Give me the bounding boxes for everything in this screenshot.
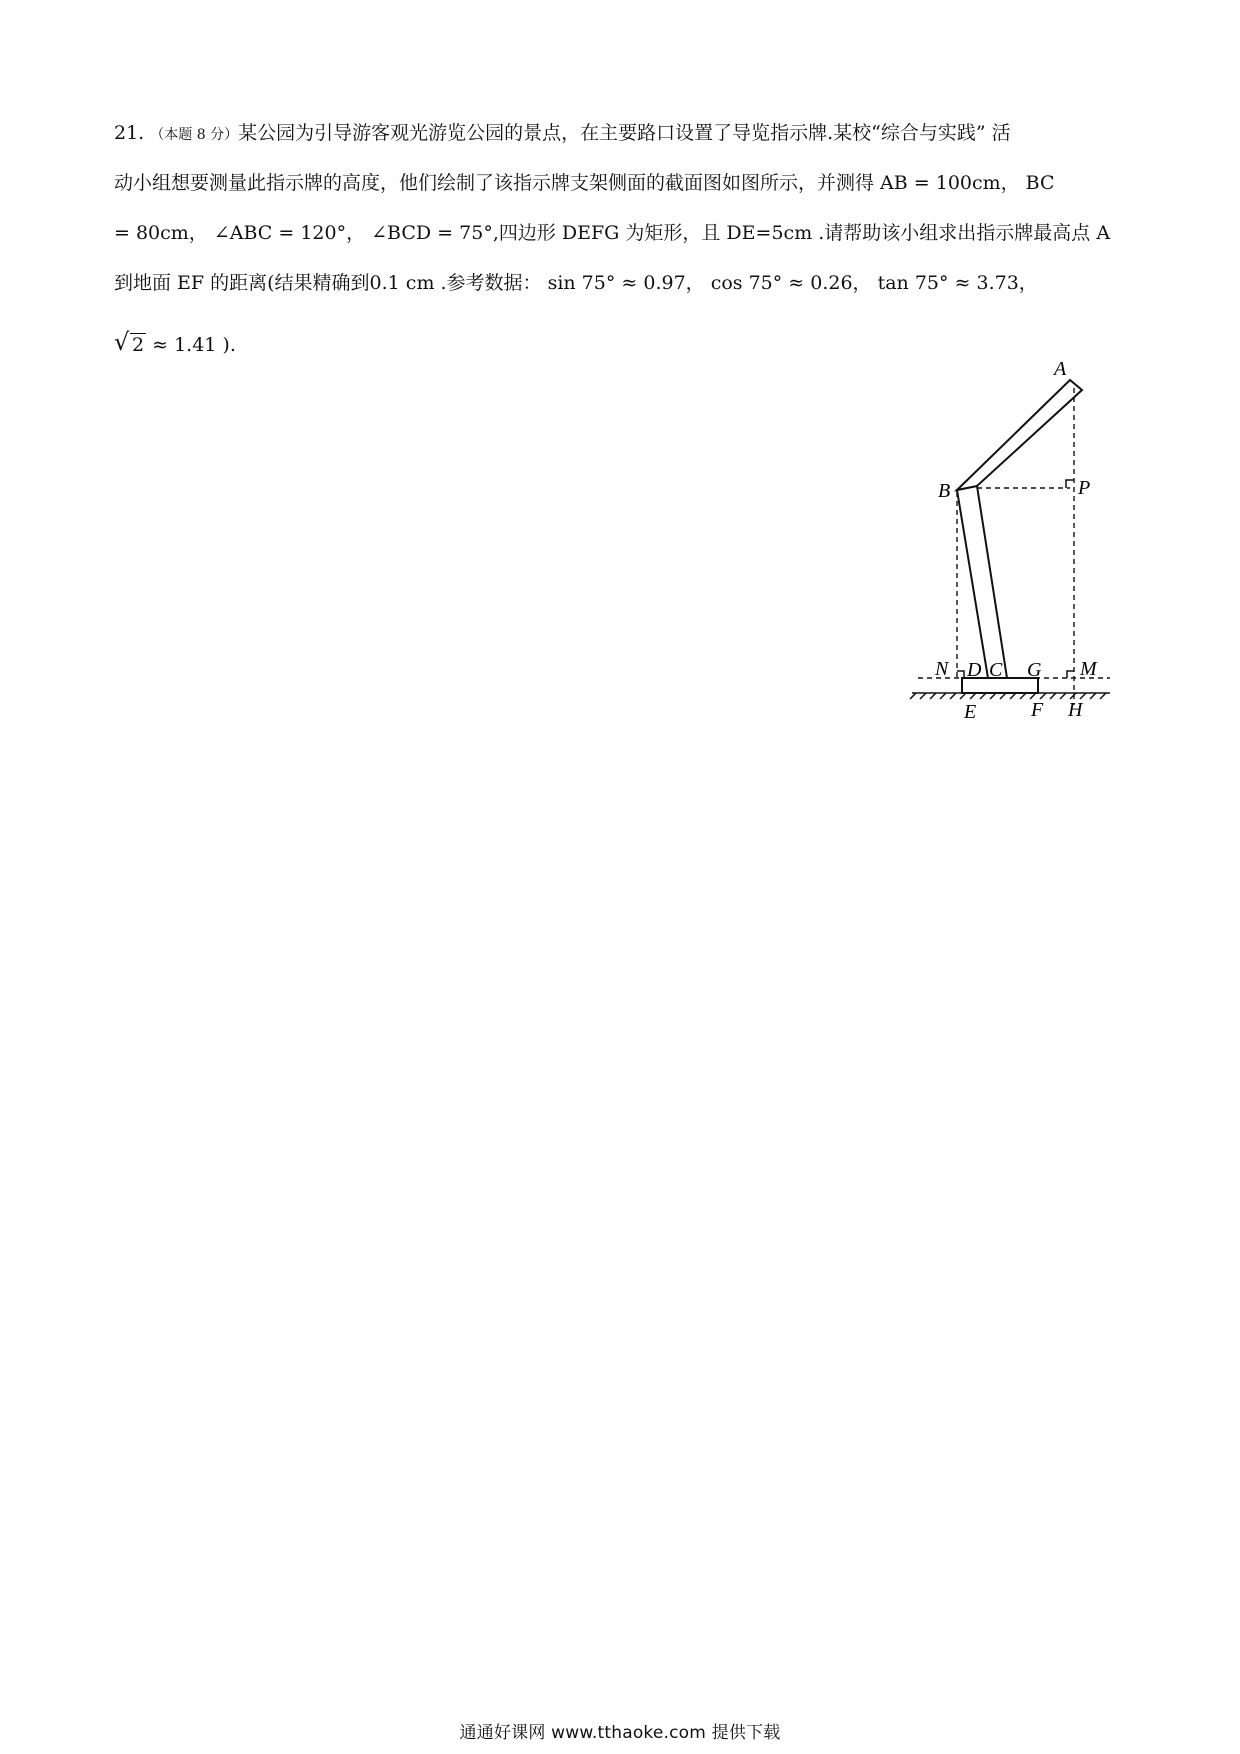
label-b: B bbox=[938, 480, 951, 502]
problem-line-3: = 80cm， ∠ABC = 120°， ∠BCD = 75°,四边形 DEFG 为矩形，且 DE=5cm .请帮助该小组求出指示牌最高点 A bbox=[114, 222, 1111, 244]
sqrt-expression bbox=[114, 328, 146, 356]
sqrt-radicand: 2 bbox=[132, 334, 145, 356]
geometry-figure bbox=[900, 358, 1130, 730]
right-angle-n bbox=[957, 671, 964, 678]
problem-text-1: 某公园为引导游客观光游览公园的景点，在主要路口设置了导览指示牌.某校“综合与实践” 活 bbox=[238, 122, 1011, 144]
footer-source: 通通好课网 www.tthaoke.com 提供下载 bbox=[459, 1723, 781, 1743]
problem-line-1 bbox=[114, 118, 1011, 145]
label-p: P bbox=[1078, 477, 1091, 499]
problem-text-5: ≈ 1.41 ). bbox=[146, 334, 236, 356]
label-d: D bbox=[967, 659, 982, 681]
sign-support-diagram bbox=[900, 358, 1130, 730]
right-angle-m bbox=[1067, 671, 1074, 678]
problem-number: 21. bbox=[114, 122, 145, 144]
label-n: N bbox=[935, 658, 949, 680]
label-h: H bbox=[1068, 699, 1083, 721]
score-note: （本题 8 分） bbox=[150, 127, 239, 143]
problem-line-2: 动小组想要测量此指示牌的高度，他们绘制了该指示牌支架侧面的截面图如图所示，并测得 AB = 100cm， BC bbox=[114, 172, 1055, 194]
support-bar-ab bbox=[957, 380, 1082, 490]
sqrt-sign: √ bbox=[114, 328, 130, 356]
support-bar-bc bbox=[957, 486, 1007, 678]
problem-line-5 bbox=[114, 328, 236, 356]
label-f: F bbox=[1031, 699, 1044, 721]
problem-line-4: 到地面 EF 的距离(结果精确到0.1 cm .参考数据： sin 75° ≈ 0.97， cos 75° ≈ 0.26， tan 75° ≈ 3.73， bbox=[114, 272, 1038, 294]
label-e: E bbox=[964, 701, 977, 723]
label-m: M bbox=[1080, 658, 1097, 680]
label-a: A bbox=[1054, 358, 1067, 380]
label-c: C bbox=[989, 659, 1003, 681]
label-g: G bbox=[1027, 659, 1042, 681]
right-angle-p bbox=[1066, 480, 1074, 488]
